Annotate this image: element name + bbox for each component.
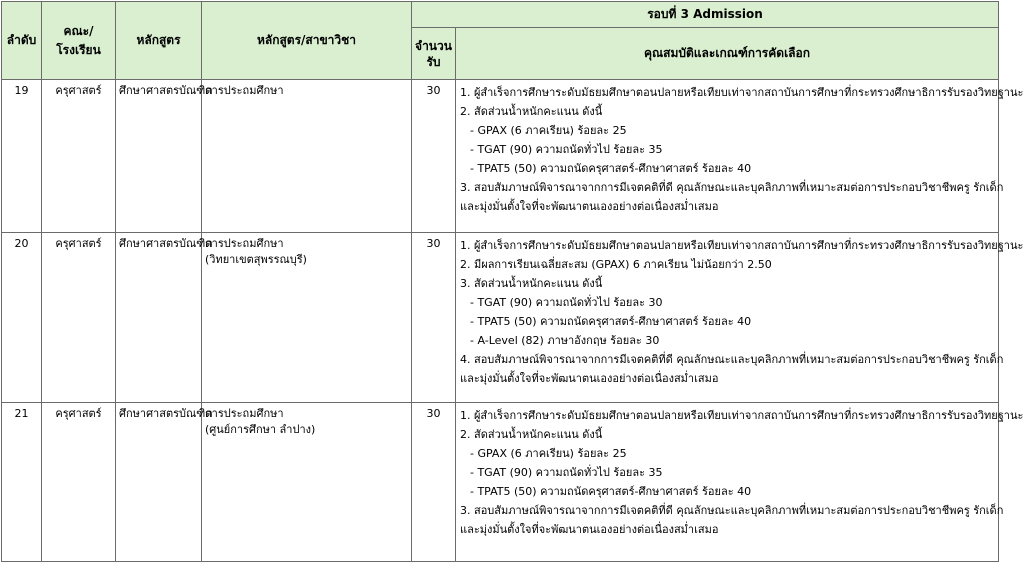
row-curriculum: ศึกษาศาสตรบัณฑิต <box>116 233 202 403</box>
criteria-line: - GPAX (6 ภาคเรียน) ร้อยละ 25 <box>470 447 627 460</box>
criteria-line: 3. สอบสัมภาษณ์พิจารณาจากการมีเจตคติที่ดี คุณลักษณะและบุคลิกภาพที่เหมาะสมต่อการประกอบวิชาชีพครู รักเด็ก <box>460 504 1004 517</box>
criteria-line: 4. สอบสัมภาษณ์พิจารณาจากการมีเจตคติที่ดี คุณลักษณะและบุคลิกภาพที่เหมาะสมต่อการประกอบวิชาชีพครู รักเด็ก <box>460 353 1004 366</box>
table-row <box>2 403 999 562</box>
criteria-line: 2. สัดส่วนน้ำหนักคะแนน ดังนี้ <box>460 105 603 118</box>
header-seats <box>412 28 456 80</box>
header-criteria: คุณสมบัติและเกณฑ์การคัดเลือก <box>456 28 999 80</box>
criteria-line: 2. สัดส่วนน้ำหนักคะแนน ดังนี้ <box>460 428 603 441</box>
table-row <box>2 233 999 403</box>
row-curriculum: ศึกษาศาสตรบัณฑิต <box>116 80 202 233</box>
row-program <box>202 403 412 562</box>
criteria-line: - TGAT (90) ความถนัดทั่วไป ร้อยละ 30 <box>470 296 663 309</box>
criteria-line: 3. สัดส่วนน้ำหนักคะแนน ดังนี้ <box>460 277 603 290</box>
row-program-name: การประถมศึกษา <box>205 237 284 250</box>
criteria-line: 3. สอบสัมภาษณ์พิจารณาจากการมีเจตคติที่ดี คุณลักษณะและบุคลิกภาพที่เหมาะสมต่อการประกอบวิชาชีพครู รักเด็ก <box>460 181 1004 194</box>
row-curriculum: ศึกษาศาสตรบัณฑิต <box>116 403 202 562</box>
row-program <box>202 233 412 403</box>
header-program: หลักสูตร/สาขาวิชา <box>202 2 412 80</box>
criteria-line: และมุ่งมั่นตั้งใจที่จะพัฒนาตนเองอย่างต่อเนื่องสม่ำเสมอ <box>460 200 719 213</box>
row-criteria <box>456 80 1023 233</box>
row-faculty: ครุศาสตร์ <box>42 233 116 403</box>
criteria-line: - TPAT5 (50) ความถนัดครุศาสตร์-ศึกษาศาสตร์ ร้อยละ 40 <box>470 162 752 175</box>
table-row <box>2 80 999 233</box>
header-index: ลำดับ <box>2 2 42 80</box>
criteria-line: - GPAX (6 ภาคเรียน) ร้อยละ 25 <box>470 124 627 137</box>
row-faculty: ครุศาสตร์ <box>42 403 116 562</box>
criteria-line: 1. ผู้สำเร็จการศึกษาระดับมัธยมศึกษาตอนปลายหรือเทียบเท่าจากสถาบันการศึกษาที่กระทรวงศึกษาธิการรับรองวิทยฐานะ <box>460 409 1023 422</box>
row-program-campus: (ศูนย์การศึกษา ลำปาง) <box>205 423 316 436</box>
criteria-line: - TPAT5 (50) ความถนัดครุศาสตร์-ศึกษาศาสตร์ ร้อยละ 40 <box>470 315 752 328</box>
criteria-line: และมุ่งมั่นตั้งใจที่จะพัฒนาตนเองอย่างต่อเนื่องสม่ำเสมอ <box>460 523 719 536</box>
criteria-line: 1. ผู้สำเร็จการศึกษาระดับมัธยมศึกษาตอนปลายหรือเทียบเท่าจากสถาบันการศึกษาที่กระทรวงศึกษาธิการรับรองวิทยฐานะ <box>460 239 1023 252</box>
criteria-line: 1. ผู้สำเร็จการศึกษาระดับมัธยมศึกษาตอนปลายหรือเทียบเท่าจากสถาบันการศึกษาที่กระทรวงศึกษาธิการรับรองวิทยฐานะ <box>460 86 1023 99</box>
criteria-line: และมุ่งมั่นตั้งใจที่จะพัฒนาตนเองอย่างต่อเนื่องสม่ำเสมอ <box>460 372 719 385</box>
criteria-line: - TGAT (90) ความถนัดทั่วไป ร้อยละ 35 <box>470 466 663 479</box>
header-round-title: รอบที่ 3 Admission <box>412 2 999 28</box>
row-seats: 30 <box>412 403 456 562</box>
row-index: 19 <box>2 80 42 233</box>
row-program-name: การประถมศึกษา <box>205 84 284 97</box>
row-index: 21 <box>2 403 42 562</box>
criteria-line: 2. มีผลการเรียนเฉลี่ยสะสม (GPAX) 6 ภาคเรียน ไม่น้อยกว่า 2.50 <box>460 258 772 271</box>
criteria-line: - TPAT5 (50) ความถนัดครุศาสตร์-ศึกษาศาสตร์ ร้อยละ 40 <box>470 485 752 498</box>
admission-table <box>1 1 1023 562</box>
row-program-name: การประถมศึกษา <box>205 407 284 420</box>
row-criteria <box>456 403 1023 562</box>
row-program-campus: (วิทยาเขตสุพรรณบุรี) <box>205 253 307 266</box>
row-seats: 30 <box>412 233 456 403</box>
criteria-line: - TGAT (90) ความถนัดทั่วไป ร้อยละ 35 <box>470 143 663 156</box>
row-program <box>202 80 412 233</box>
row-seats: 30 <box>412 80 456 233</box>
row-criteria <box>456 233 1023 403</box>
row-faculty: ครุศาสตร์ <box>42 80 116 233</box>
header-faculty: คณะ/โรงเรียน <box>42 2 116 80</box>
header-curriculum: หลักสูตร <box>116 2 202 80</box>
header-seats-line2: รับ <box>426 54 441 69</box>
header-seats-line1: จำนวน <box>415 38 452 53</box>
row-index: 20 <box>2 233 42 403</box>
criteria-line: - A-Level (82) ภาษาอังกฤษ ร้อยละ 30 <box>470 334 660 347</box>
